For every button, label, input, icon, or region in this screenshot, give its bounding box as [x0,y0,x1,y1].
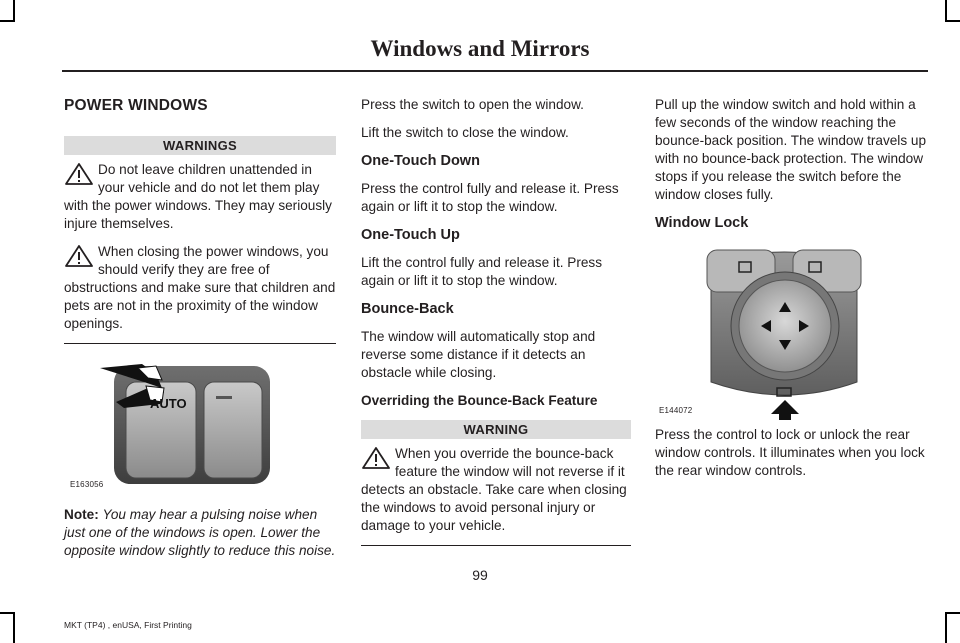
body-paragraph: Press the control to lock or unlock the rear window controls. It illuminates when you lock the rear window controls. [655,427,925,478]
note-label: Note: [64,507,99,522]
body-paragraph: Pull up the window switch and hold within a few seconds of the window reaching the bounce-back position. The window travels up with no bounce-back protection. The window stops if you release the switch before the window closes fully. [655,97,927,202]
body-paragraph: Press the switch to open the window. [361,97,584,112]
subheading: Bounce-Back [361,301,454,317]
warning-triangle-icon [64,244,94,268]
body-paragraph: Lift the control fully and release it. Press again or lift it to stop the window. [361,255,603,288]
column-1 [64,96,336,560]
window-lock-figure [655,242,927,420]
figure-code: E144072 [659,406,693,415]
warning-item [64,243,336,333]
window-switch-illustration [64,346,336,492]
crop-mark [945,0,947,22]
warnings-heading: WARNINGS [64,136,336,155]
warning-heading: WARNING [361,420,631,439]
footer-text: MKT (TP4) , enUSA, First Printing [64,620,192,630]
crop-mark [945,612,947,643]
column-3 [655,96,927,490]
warning-item [361,445,631,535]
crop-mark [13,612,15,643]
subheading: Window Lock [655,215,749,231]
subheading: One-Touch Up [361,227,460,243]
crop-mark [13,0,15,22]
page-number: 99 [472,567,488,583]
window-lock-illustration [655,242,927,420]
warning-text: When you override the bounce-back feature the window will not reverse if it detects an obstacle. Take care when closing the windows to avoid personal injury or damage to your vehicle. [361,446,627,533]
warning-text: When closing the power windows, you should verify they are free of obstructions and make sure that children and pets are not in the proximity of the window openings. [64,244,336,331]
page-header-title: Windows and Mirrors [370,36,590,61]
crop-mark [0,20,15,22]
warning-item [64,161,336,233]
divider [361,545,631,546]
note-paragraph [64,506,336,560]
body-paragraph: Press the control fully and release it. Press again or lift it to stop the window. [361,181,619,214]
window-switch-figure [64,346,336,492]
warning-text: Do not leave children unattended in your vehicle and do not let them play with the power windows. They may seriously injure themselves. [64,162,332,231]
crop-mark [0,612,15,614]
warning-triangle-icon [64,162,94,186]
note-text: You may hear a pulsing noise when just one of the windows is open. Lower the opposite window slightly to reduce this noise. [64,507,336,558]
section-heading: POWER WINDOWS [64,97,208,114]
body-paragraph: Lift the switch to close the window. [361,125,569,140]
body-paragraph: The window will automatically stop and reverse some distance if it detects an obstacle while closing. [361,329,596,380]
header-rule [62,70,928,72]
subheading: One-Touch Down [361,153,480,169]
auto-label: AUTO [150,396,187,411]
column-2 [361,96,631,546]
figure-code: E163056 [70,480,104,489]
warning-triangle-icon [361,446,391,470]
crop-mark [945,612,960,614]
crop-mark [945,20,960,22]
bold-heading: Overriding the Bounce-Back Feature [361,393,598,408]
divider [64,343,336,344]
